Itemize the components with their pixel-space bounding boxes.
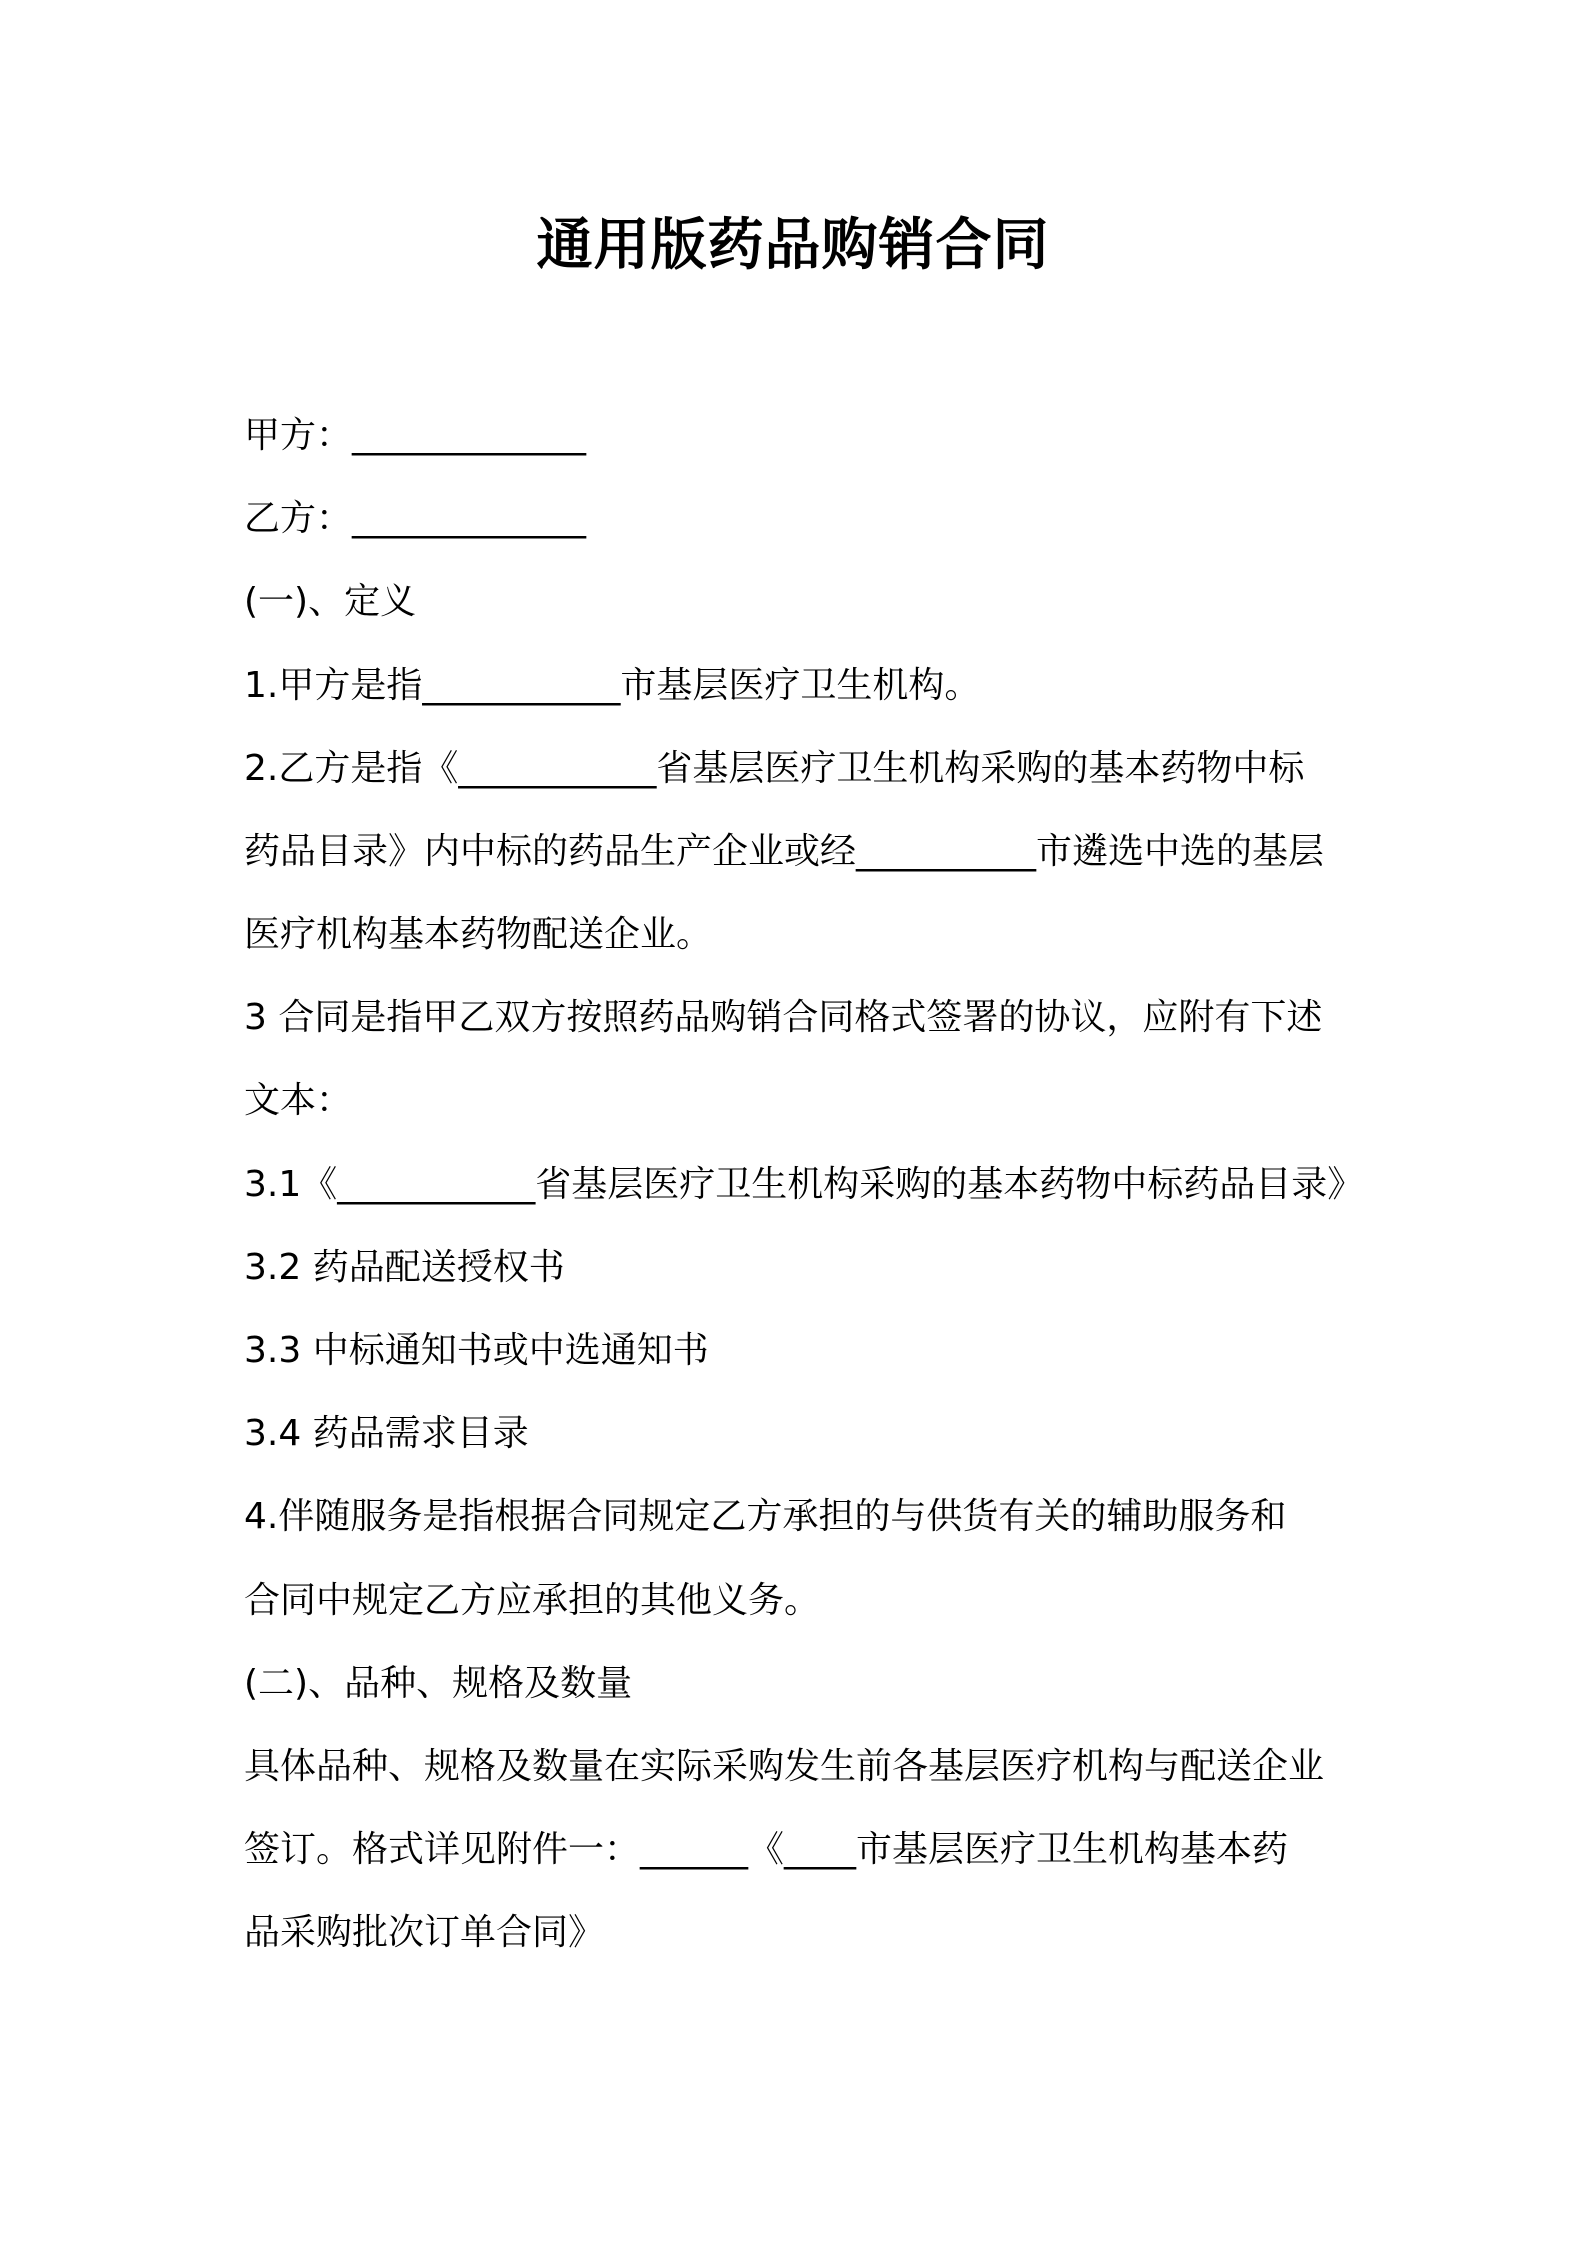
body-line: 签订。格式详见附件一：______《____市基层医疗卫生机构基本药 [244, 1829, 1289, 1870]
body-line: 品采购批次订单合同》 [244, 1912, 605, 1953]
document-title: 通用版药品购销合同 [536, 213, 1050, 278]
party-b-line: 乙方：_____________ [244, 498, 587, 539]
list-item: 3.3 中标通知书或中选通知书 [244, 1330, 709, 1371]
body-line: 文本： [244, 1080, 353, 1121]
body-line: 医疗机构基本药物配送企业。 [244, 914, 713, 955]
body-line: 合同中规定乙方应承担的其他义务。 [244, 1580, 821, 1621]
body-line: 具体品种、规格及数量在实际采购发生前各基层医疗机构与配送企业 [244, 1746, 1325, 1787]
body-line: 1.甲方是指___________市基层医疗卫生机构。 [244, 665, 981, 706]
body-line: 4.伴随服务是指根据合同规定乙方承担的与供货有关的辅助服务和 [244, 1496, 1287, 1537]
section-heading-varieties: (二)、品种、规格及数量 [244, 1663, 633, 1704]
body-line: 药品目录》内中标的药品生产企业或经__________市遴选中选的基层 [244, 831, 1325, 872]
body-line: 2.乙方是指《___________省基层医疗卫生机构采购的基本药物中标 [244, 748, 1305, 789]
party-a-line: 甲方：_____________ [244, 415, 587, 456]
list-item: 3.1《___________省基层医疗卫生机构采购的基本药物中标药品目录》 [244, 1164, 1364, 1205]
section-heading-definitions: (一)、定义 [244, 581, 417, 622]
list-item: 3.2 药品配送授权书 [244, 1247, 565, 1288]
list-item: 3.4 药品需求目录 [244, 1413, 529, 1454]
body-line: 3 合同是指甲乙双方按照药品购销合同格式签署的协议，应附有下述 [244, 997, 1323, 1038]
